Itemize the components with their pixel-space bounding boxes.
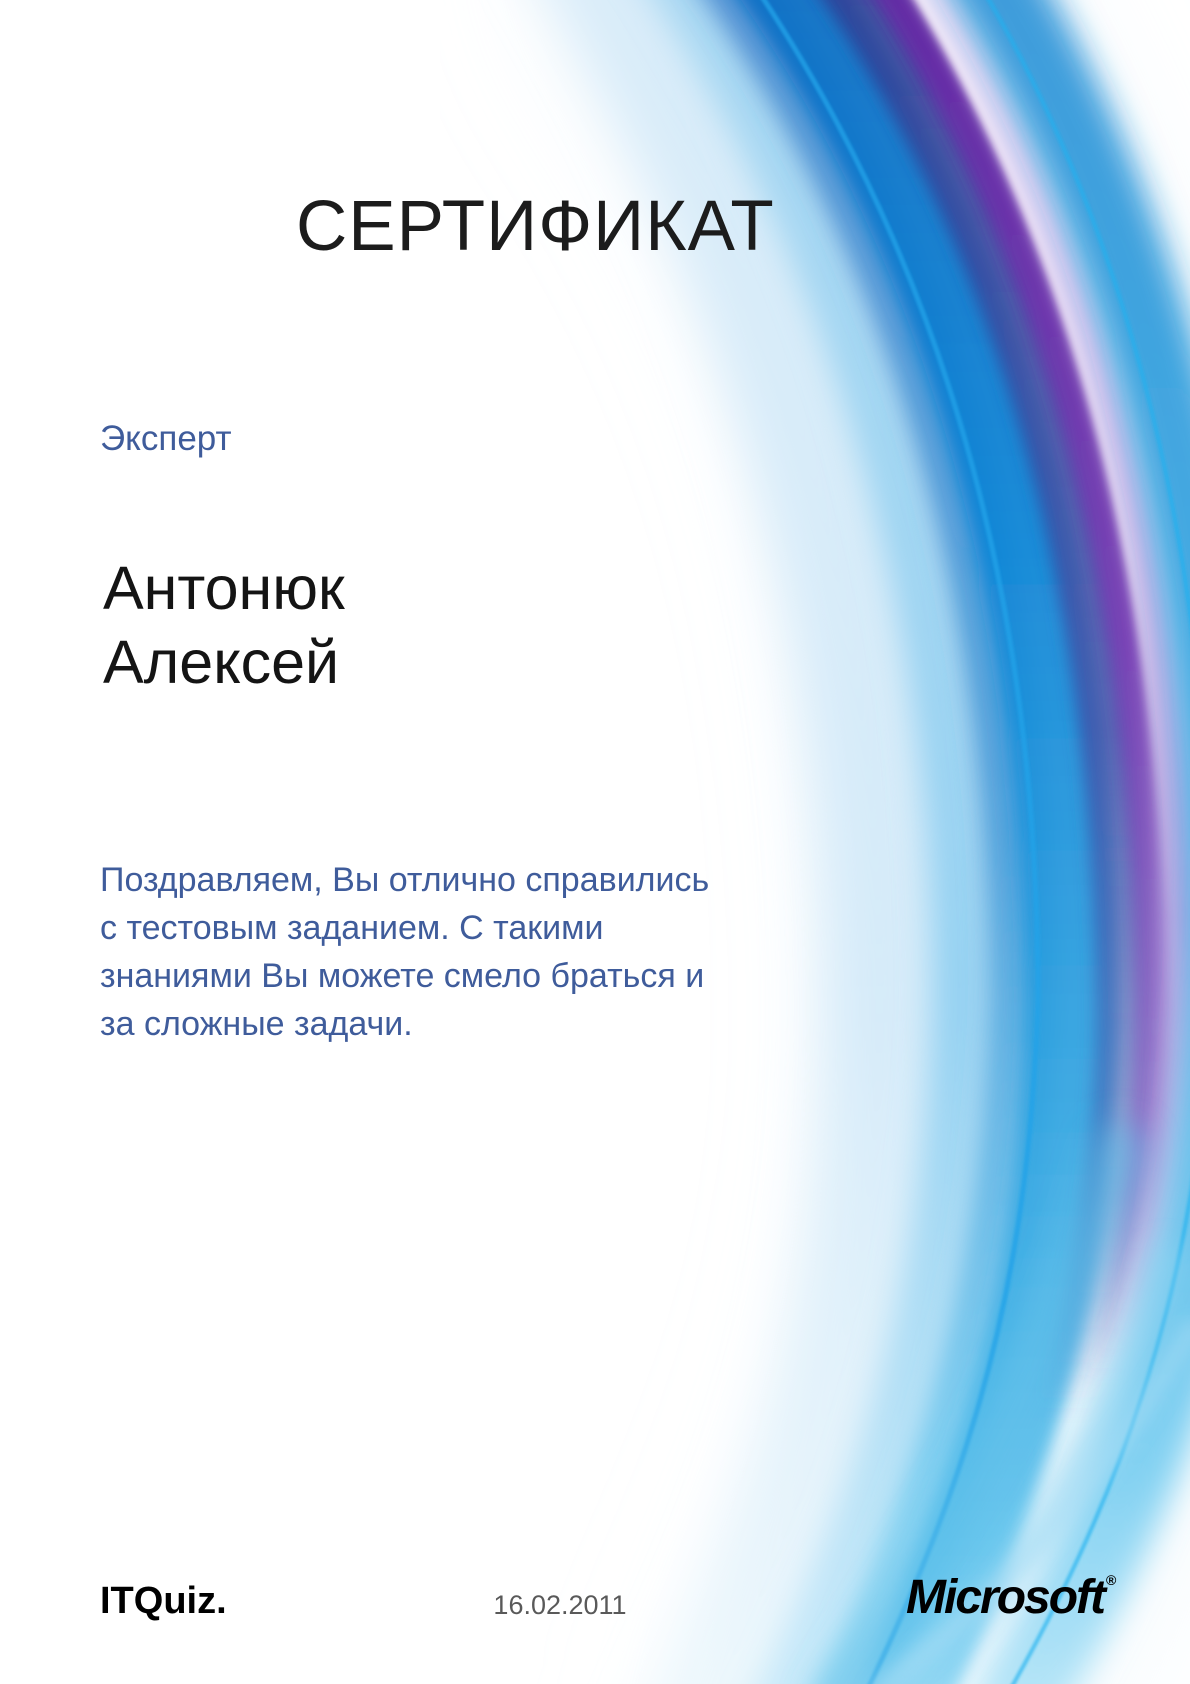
microsoft-logo <box>906 1570 1116 1625</box>
message-line: Поздравляем, Вы отлично справились <box>100 861 710 899</box>
registered-trademark-icon: ® <box>1106 1572 1117 1588</box>
role-label: Эксперт <box>100 419 232 458</box>
congratulation-message <box>100 856 709 1048</box>
issue-date: 16.02.2011 <box>493 1590 627 1620</box>
certificate-title: СЕРТИФИКАТ <box>296 187 775 266</box>
recipient-last-name: Антонюк <box>103 554 345 622</box>
message-line: с тестовым заданием. С такими <box>100 909 604 947</box>
message-line: знаниями Вы можете смело браться и <box>100 957 705 995</box>
recipient-name <box>103 551 345 699</box>
itquiz-logo: ITQuiz. <box>100 1580 227 1622</box>
recipient-first-name: Алексей <box>103 628 340 696</box>
microsoft-logo-text: Microsoft <box>906 1571 1104 1624</box>
message-line: за сложные задачи. <box>100 1005 413 1043</box>
